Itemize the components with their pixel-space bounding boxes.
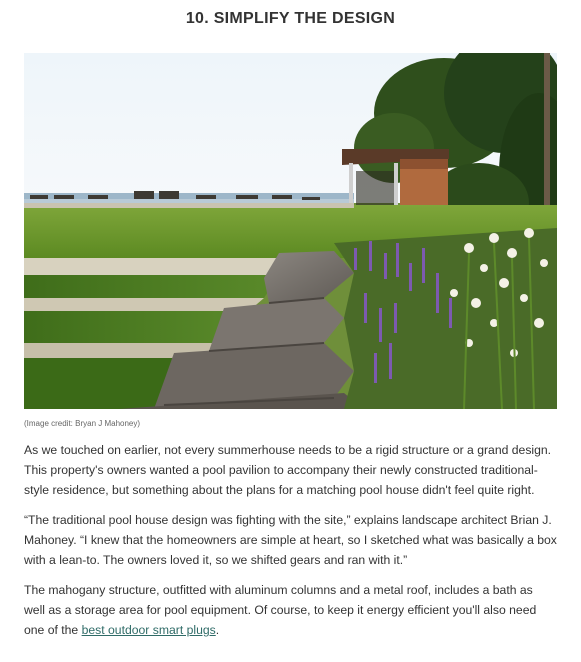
best-outdoor-smart-plugs-link[interactable]: best outdoor smart plugs — [81, 623, 216, 637]
paragraph-3-text: The mahogany structure, outfitted with aluminum columns and a metal roof, includes a bath as well as a storage area for pool equipment. Of course, to keep it energy efficient you'll also need one of the — [24, 583, 537, 637]
paragraph-3 — [24, 580, 557, 640]
paragraph-1: As we touched on earlier, not every summerhouse needs to be a rigid structure or a grand design. This property's owners wanted a pool pavilion to accompany their newly constructed traditional-style residence, but something about the plans for a matching pool house didn't feel quite right. — [24, 443, 552, 497]
image-credit: (Image credit: Bryan J Mahoney) — [24, 419, 141, 428]
pool-pavilion-photo — [24, 53, 557, 409]
paragraph-3-end: . — [215, 623, 220, 637]
paragraph-2: “The traditional pool house design was fighting with the site,” explains landscape architect Brian J. Mahoney. “I knew that the homeowners are simple at heart, so I sketched what was basically a box with a lean-to. The owners loved it, so we shifted gears and ran with it.” — [24, 513, 557, 567]
section-heading: 10. SIMPLIFY THE DESIGN — [185, 10, 396, 27]
